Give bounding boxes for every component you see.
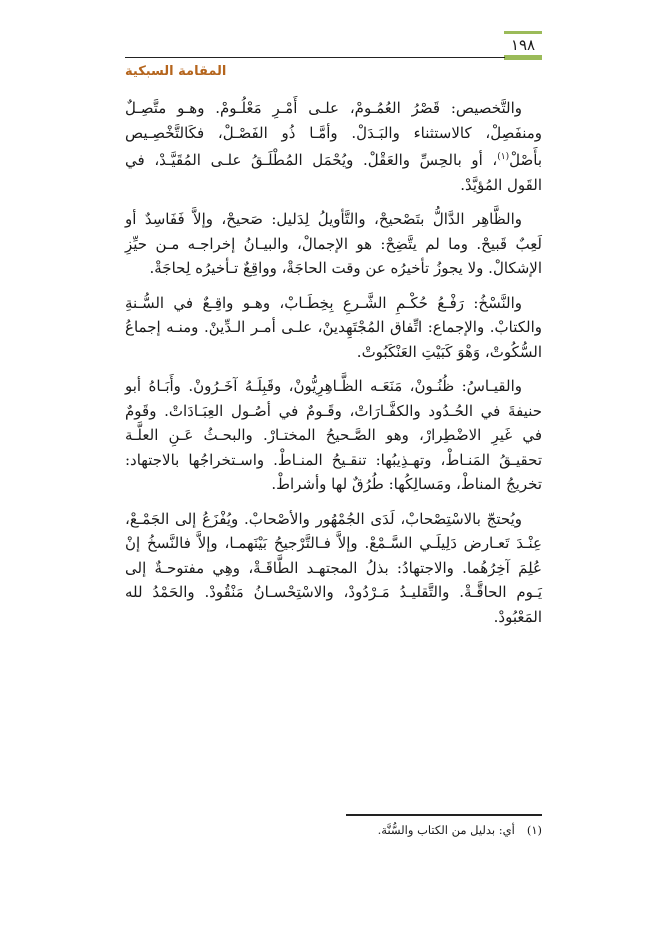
paragraph-takhsis (125, 96, 542, 197)
header-accent-bar-top (504, 31, 542, 34)
header-rule (125, 57, 505, 58)
paragraph-qiyas: والقيـاسُ: ظُنُـونْ، مَنَعَـه الظَّـاهِرِيُّونْ، وقَبِلَـهُ آخَـرُونْ. وأَبَـاهُ أبو حنيفةَ في الحُـدُود والكفَّـارَاتْ، وقَـومٌ في أصُـول العِبَـادَاتْ. وقَومٌ في غَيرِ الاضْطِرارْ، وهو الصَّـحيحُ المختـارْ. والبحـثُ عَـنِ العلَّـة تحقيـقُ المَنـاطْ، وتهـذِيبُها: تنقـيحُ المنـاطْ. واسـتخراجُها بالاجتهاد: تخريجُ المناطْ، ومَسالِكُها: طُرُقٌ لها وأشراطْ. (125, 377, 542, 493)
footnote-text: أي: بدليل من الكتاب والسُّنَّة. (377, 823, 515, 837)
paragraph-zahir: والظَّاهِر الدَّالُّ بتَصْحيحْ، والتَّأويلُ لِدَليل: صَحيحْ، وإلاَّ فَفَاسِدٌ أو لَعِبٌ قَبيحْ. وما لم يتَّضِحْ: هو الإجمالْ، والبيـانُ إخراجـه مـن حيِّزِ الإشكالْ. ولا يجوزُ تأخيرُه عن وقت الحاجَةْ، وواقِعٌ تـأخيرُه لِحاجَةْ. (125, 210, 542, 277)
paragraph-text: والتَّخصيص: قَصْرُ العُمُـومْ، علـى أَمْـرِ مَعْلُـومْ. وهـو متَّصِـلٌ ومنفَصِلْ، كالاستثناء والبَـدَلْ. وأمَّـا ذُو الفَصْـلْ، فكَالتَّخْصِـيص بأَصْلْ (125, 99, 542, 169)
paragraph-text: ، أو بالحِسِّ والعَقْلْ. ويُحْمَل المُطْلَـقُ علـى المُقَيَّـدْ، في القَول المُؤيَّدْ. (125, 151, 542, 194)
footnote-number: (١) (526, 823, 542, 837)
paragraph-naskh: والنَّسْخُ: رَفْـعُ حُكْـمِ الشَّـرعِ بِخِطَـابْ، وهـو واقِـعٌ في السُّـنةِ والكتابْ. والإجماع: اتِّفاق المُجْتَهِدينْ، علـى أمـر الـدِّينْ. ومنـه إجماعُ السُّكُوتْ، وَهْوَ كَبَيْتِ العَنْكَبُوتْ. (125, 293, 542, 361)
page-number: ١٩٨ (510, 36, 536, 54)
footnote-reference[interactable]: (١) (497, 152, 510, 162)
paragraph-istishab: ويُحتجّ بالاسْتِصْحابْ، لَدَى الجُمْهُور والأصْحابْ. ويُفْزَعُ إلى الجَمْـعْ، عِنْـدَ تَعـارض دَلِيلَـي السَّـمْعْ. وإلاَّ فـالتَّرْجيحُ بَيْنَهمـا، وإلاَّ فالنَّسخُ إنْ عُلِمَ آخِرُهُما. والاجتهادُ: بذلُ المجتهـد الطَّاقَـةْ، وهِي مفتوحـةٌ إلى يَـوم الحاقَّـةْ. والتَّقليـدُ مَـرْدُودْ، والاسْتِحْسـانُ مَنْقُودْ. والحَمْدُ لله المَعْبُودْ. (125, 509, 542, 626)
footnote-rule (346, 814, 542, 816)
body-text (125, 96, 542, 639)
footnote (300, 822, 542, 838)
running-title: المقامة السبكية (125, 64, 227, 79)
header-accent-bar-bottom (504, 55, 542, 60)
